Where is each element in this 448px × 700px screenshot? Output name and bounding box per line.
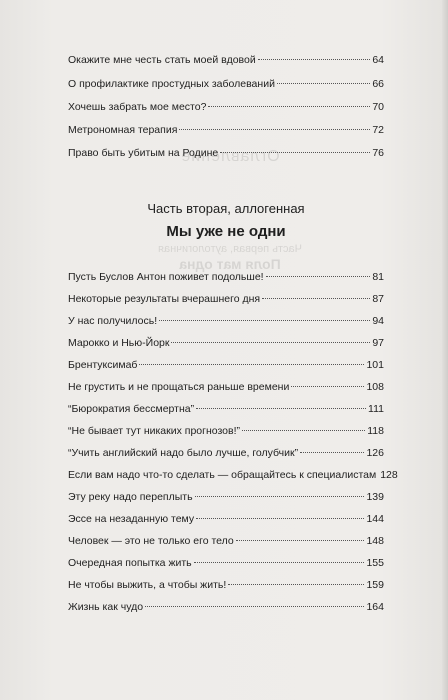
- toc-entry-page: 128: [380, 469, 398, 481]
- toc-entry-title: “Учить английский надо было лучше, голубчик”: [68, 447, 299, 459]
- part-title: Часть вторая, аллогенная: [147, 201, 305, 216]
- toc-entry-title: Окажите мне честь стать моей вдовой: [68, 54, 256, 66]
- dot-leader: [196, 408, 366, 409]
- toc-entry-title: Брентуксимаб: [68, 359, 138, 371]
- toc-entry: [68, 401, 384, 417]
- dot-leader: [236, 540, 365, 541]
- dot-leader: [208, 106, 370, 107]
- toc-entry-title: Жизнь как чудо: [68, 601, 144, 613]
- toc-entry-page: 139: [366, 491, 384, 503]
- bleed-through-heading: Оглавление: [180, 148, 280, 165]
- toc-entry-page: 87: [372, 293, 384, 305]
- toc-entry-title: Метрономная терапия: [68, 124, 178, 136]
- toc-entry-page: 72: [372, 124, 384, 136]
- toc-entry: [68, 122, 384, 138]
- toc-entry-page: 118: [367, 425, 384, 437]
- bleed-through-part: Часть первая, аутологичная: [158, 243, 302, 255]
- toc-entry-title: Эссе на незаданную тему: [68, 513, 195, 525]
- dot-leader: [179, 129, 370, 130]
- toc-entry-title: У нас получилось!: [68, 315, 158, 327]
- part-subtitle: Мы уже не одни: [166, 223, 286, 240]
- toc-entry-page: 101: [366, 359, 384, 371]
- dot-leader: [196, 518, 364, 519]
- toc-entry: [68, 489, 384, 505]
- toc-entry: [68, 445, 384, 461]
- toc-entry: [68, 577, 384, 593]
- dot-leader: [266, 276, 371, 277]
- toc-entry-page: 81: [372, 271, 384, 283]
- toc-entry-page: 97: [372, 337, 384, 349]
- toc-entry: [68, 99, 384, 115]
- bleed-through-subtitle: Поля мат одна: [179, 256, 281, 272]
- toc-entry: [68, 467, 398, 483]
- toc-entry: [68, 423, 384, 439]
- toc-entry-page: 126: [366, 447, 384, 459]
- toc-entry-title: О профилактике простудных заболеваний: [68, 78, 275, 90]
- toc-entry: [68, 269, 384, 285]
- dot-leader: [277, 83, 370, 84]
- toc-entry: [68, 52, 384, 68]
- toc-entry: [68, 145, 384, 161]
- dot-leader: [242, 430, 365, 431]
- toc-entry-page: 108: [366, 381, 384, 393]
- toc-entry: [68, 379, 384, 395]
- toc-entry-title: Не чтобы выжить, а чтобы жить!: [68, 579, 227, 591]
- toc-entry: [68, 357, 384, 373]
- toc-entry-page: 159: [366, 579, 384, 591]
- dot-leader: [171, 342, 370, 343]
- toc-entry-title: “Бюрократия бессмертна”: [68, 403, 195, 415]
- toc-entry: [68, 335, 384, 351]
- toc-entry-title: “Не бывает тут никаких прогнозов!”: [68, 425, 241, 437]
- toc-entry: [68, 599, 384, 615]
- dot-leader: [291, 386, 364, 387]
- toc-entry-page: 155: [366, 557, 384, 569]
- toc-entry: [68, 291, 384, 307]
- toc-entry-page: 64: [372, 54, 384, 66]
- dot-leader: [194, 562, 365, 563]
- toc-entry-page: 76: [372, 147, 384, 159]
- dot-leader: [262, 298, 370, 299]
- toc-entry-page: 111: [368, 403, 384, 415]
- dot-leader: [195, 496, 365, 497]
- toc-entry: [68, 533, 384, 549]
- toc-entry-title: Право быть убитым на Родине: [68, 147, 219, 159]
- dot-leader: [145, 606, 364, 607]
- toc-entry: [68, 555, 384, 571]
- toc-entry-page: 94: [372, 315, 384, 327]
- toc-entry-page: 144: [366, 513, 384, 525]
- dot-leader: [139, 364, 364, 365]
- toc-entry-title: Эту реку надо переплыть: [68, 491, 193, 503]
- toc-entry: [68, 511, 384, 527]
- dot-leader: [300, 452, 364, 453]
- toc-entry: [68, 76, 384, 92]
- dot-leader: [159, 320, 370, 321]
- toc-entry-page: 70: [372, 101, 384, 113]
- toc-entry-title: Человек — это не только его тело: [68, 535, 234, 547]
- toc-entry-title: Не грустить и не прощаться раньше времени: [68, 381, 290, 393]
- toc-entry-title: Если вам надо что-то сделать — обращайтесь к специалистам: [68, 469, 377, 481]
- toc-entry-title: Очередная попытка жить: [68, 557, 192, 569]
- toc-entry: [68, 313, 384, 329]
- toc-entry-title: Пусть Буслов Антон поживет подольше!: [68, 271, 264, 283]
- dot-leader: [228, 584, 364, 585]
- toc-entry-title: Марокко и Нью-Йорк: [68, 337, 170, 349]
- dot-leader: [220, 152, 370, 153]
- toc-entry-page: 164: [366, 601, 384, 613]
- toc-entry-title: Некоторые результаты вчерашнего дня: [68, 293, 261, 305]
- toc-entry-page: 66: [372, 78, 384, 90]
- dot-leader: [258, 59, 371, 60]
- toc-entry-page: 148: [366, 535, 384, 547]
- toc-entry-title: Хочешь забрать мое место?: [68, 101, 207, 113]
